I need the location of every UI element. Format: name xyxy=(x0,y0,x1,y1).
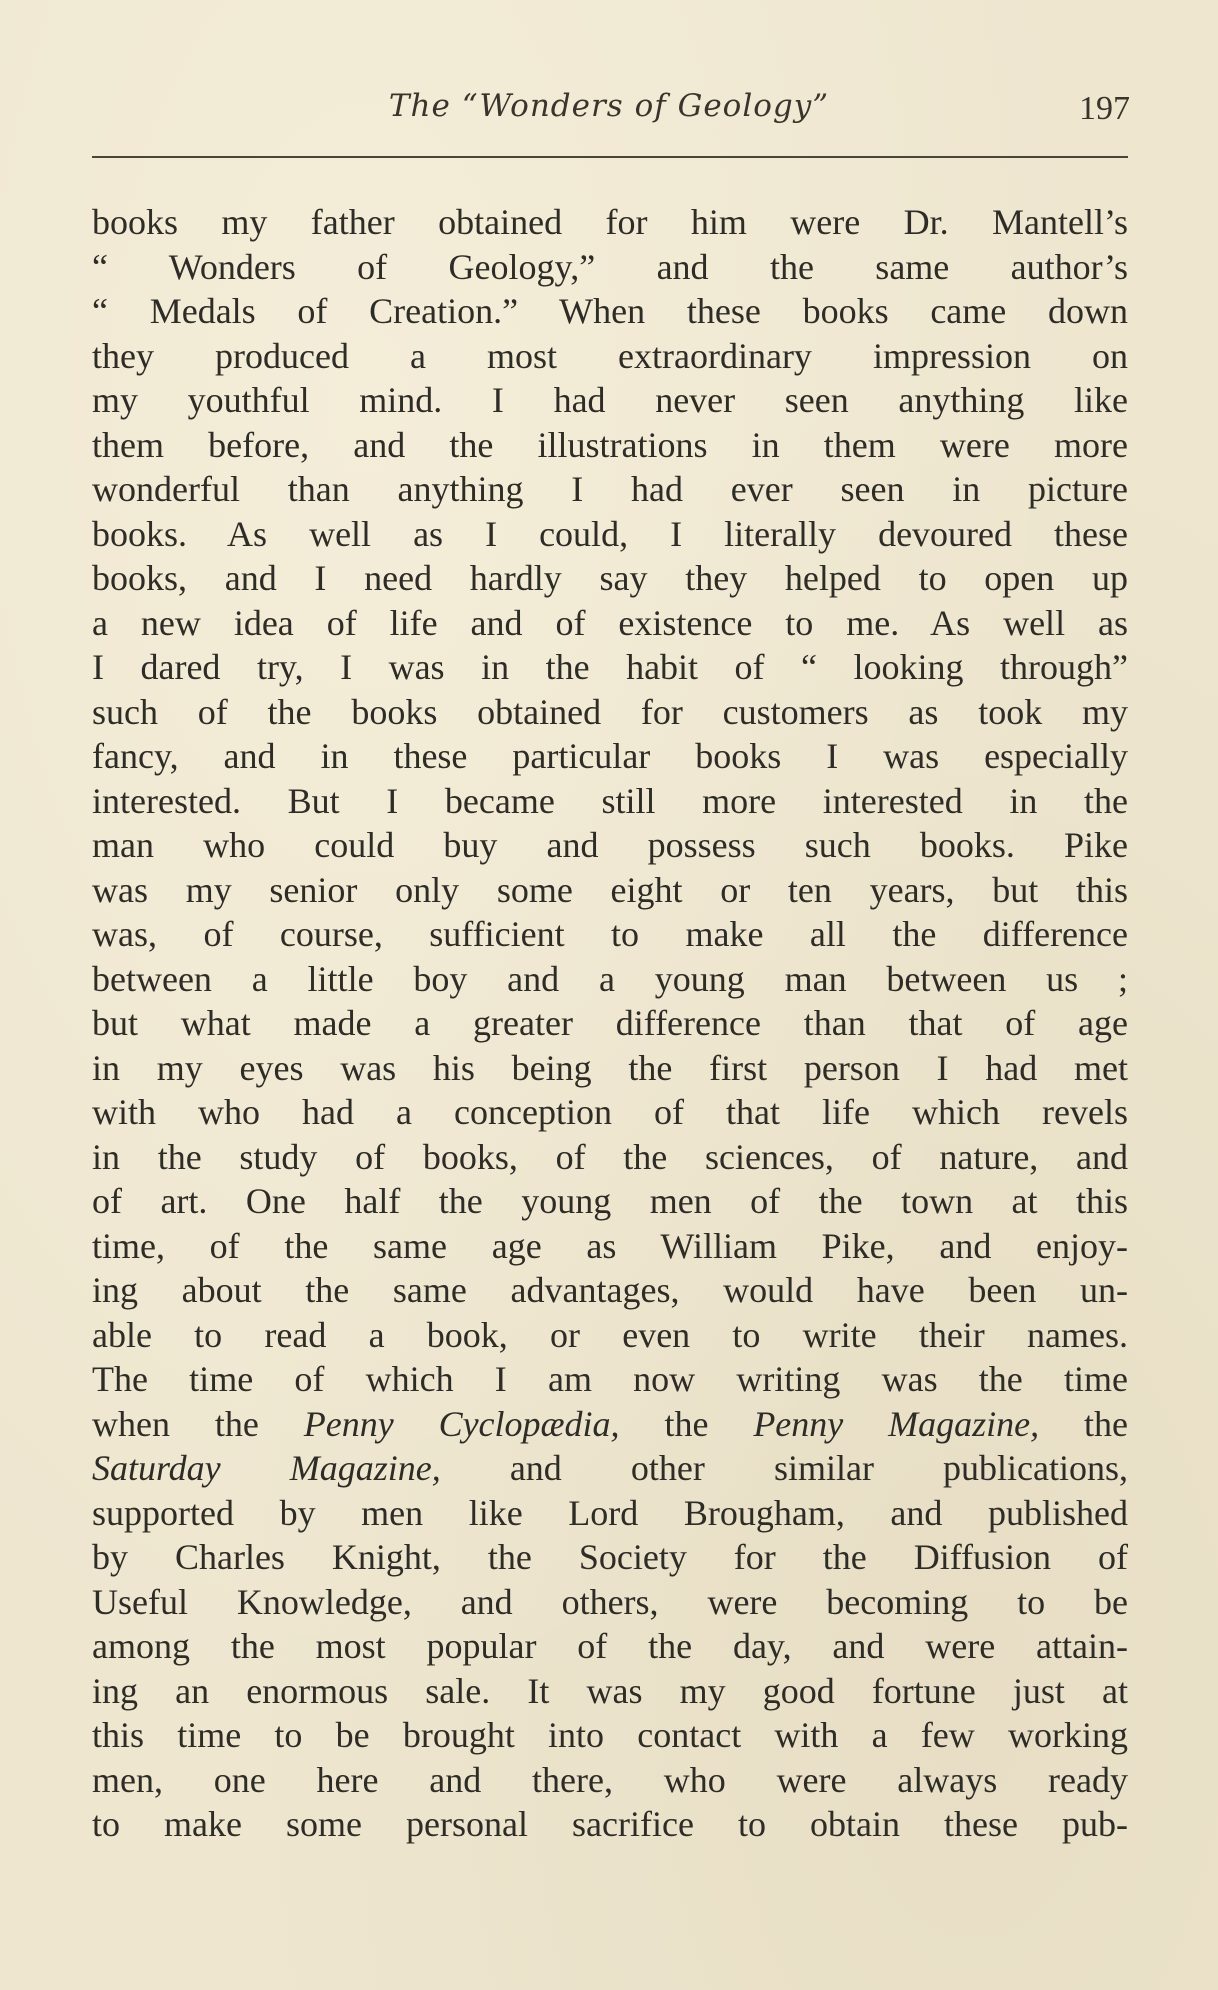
text-fragment: and other similar publications, xyxy=(440,1448,1129,1488)
text-line: in the study of books, of the sciences, of nature, and xyxy=(92,1136,1128,1177)
text-line: fancy, and in these particular books I was especially xyxy=(92,736,1128,776)
text-line: books. As well as I could, I literally devoured these xyxy=(92,513,1128,554)
text-line: I dared try, I was in the habit of “ looking through” xyxy=(92,647,1128,687)
text-line: “ Medals of Creation.” When these books came down xyxy=(92,291,1128,331)
page-number: 197 xyxy=(1079,90,1130,127)
text-line: “ Wonders of Geology,” and the same author’s xyxy=(92,246,1128,287)
text-line: but what made a greater difference than that of age xyxy=(92,1003,1128,1043)
periodical-title: Penny Magazine, xyxy=(753,1403,1040,1444)
text-line: books, and I need hardly say they helped to open up xyxy=(92,558,1128,598)
text-line: interested. But I became still more interested in the xyxy=(92,780,1128,821)
text-line: a new idea of life and of existence to me. As well as xyxy=(92,602,1128,643)
text-line: man who could buy and possess such books. Pike xyxy=(92,825,1128,865)
text-line: ing about the same advantages, would have been un- xyxy=(92,1270,1128,1310)
text-fragment: when the xyxy=(92,1403,304,1444)
text-line: such of the books obtained for customers as took my xyxy=(92,691,1128,732)
text-line: was, of course, sufficient to make all the difference xyxy=(92,914,1128,954)
text-line: was my senior only some eight or ten years, but this xyxy=(92,869,1128,910)
text-line-with-titles xyxy=(92,1402,1128,1447)
text-line: among the most popular of the day, and were attain- xyxy=(92,1626,1128,1666)
text-line: this time to be brought into contact with a few working xyxy=(92,1715,1128,1755)
text-line: by Charles Knight, the Society for the Diffusion of xyxy=(92,1537,1128,1577)
text-line: men, one here and there, who were always ready xyxy=(92,1759,1128,1800)
text-line: ing an enormous sale. It was my good fortune just at xyxy=(92,1670,1128,1711)
text-line: they produced a most extraordinary impression on xyxy=(92,335,1128,376)
text-line: with who had a conception of that life which revels xyxy=(92,1092,1128,1132)
header-rule xyxy=(92,156,1128,158)
running-title: The “Wonders of Geology” xyxy=(388,88,830,124)
text-line: Useful Knowledge, and others, were becoming to be xyxy=(92,1581,1128,1622)
text-fragment: the xyxy=(619,1403,754,1444)
text-line: in my eyes was his being the first person I had met xyxy=(92,1047,1128,1088)
text-line: wonderful than anything I had ever seen in picture xyxy=(92,469,1128,509)
periodical-title: Saturday Magazine, xyxy=(92,1448,441,1488)
body-text xyxy=(92,200,1128,1847)
text-line-with-titles xyxy=(92,1446,1128,1491)
page-header xyxy=(88,84,1130,134)
text-line: between a little boy and a young man between us ; xyxy=(92,958,1128,999)
text-line: my youthful mind. I had never seen anything like xyxy=(92,380,1128,420)
text-line: them before, and the illustrations in them were more xyxy=(92,424,1128,465)
text-line: supported by men like Lord Brougham, and published xyxy=(92,1492,1128,1533)
text-line: of art. One half the young men of the town at this xyxy=(92,1181,1128,1221)
periodical-title: Penny Cyclopædia, xyxy=(303,1403,620,1444)
text-line: The time of which I am now writing was the time xyxy=(92,1359,1128,1399)
text-line: books my father obtained for him were Dr. Mantell’s xyxy=(92,202,1128,242)
text-line: time, of the same age as William Pike, and enjoy- xyxy=(92,1225,1128,1266)
text-fragment: the xyxy=(1039,1403,1128,1444)
text-line: to make some personal sacrifice to obtain these pub- xyxy=(92,1804,1128,1844)
text-line: able to read a book, or even to write their names. xyxy=(92,1314,1128,1355)
